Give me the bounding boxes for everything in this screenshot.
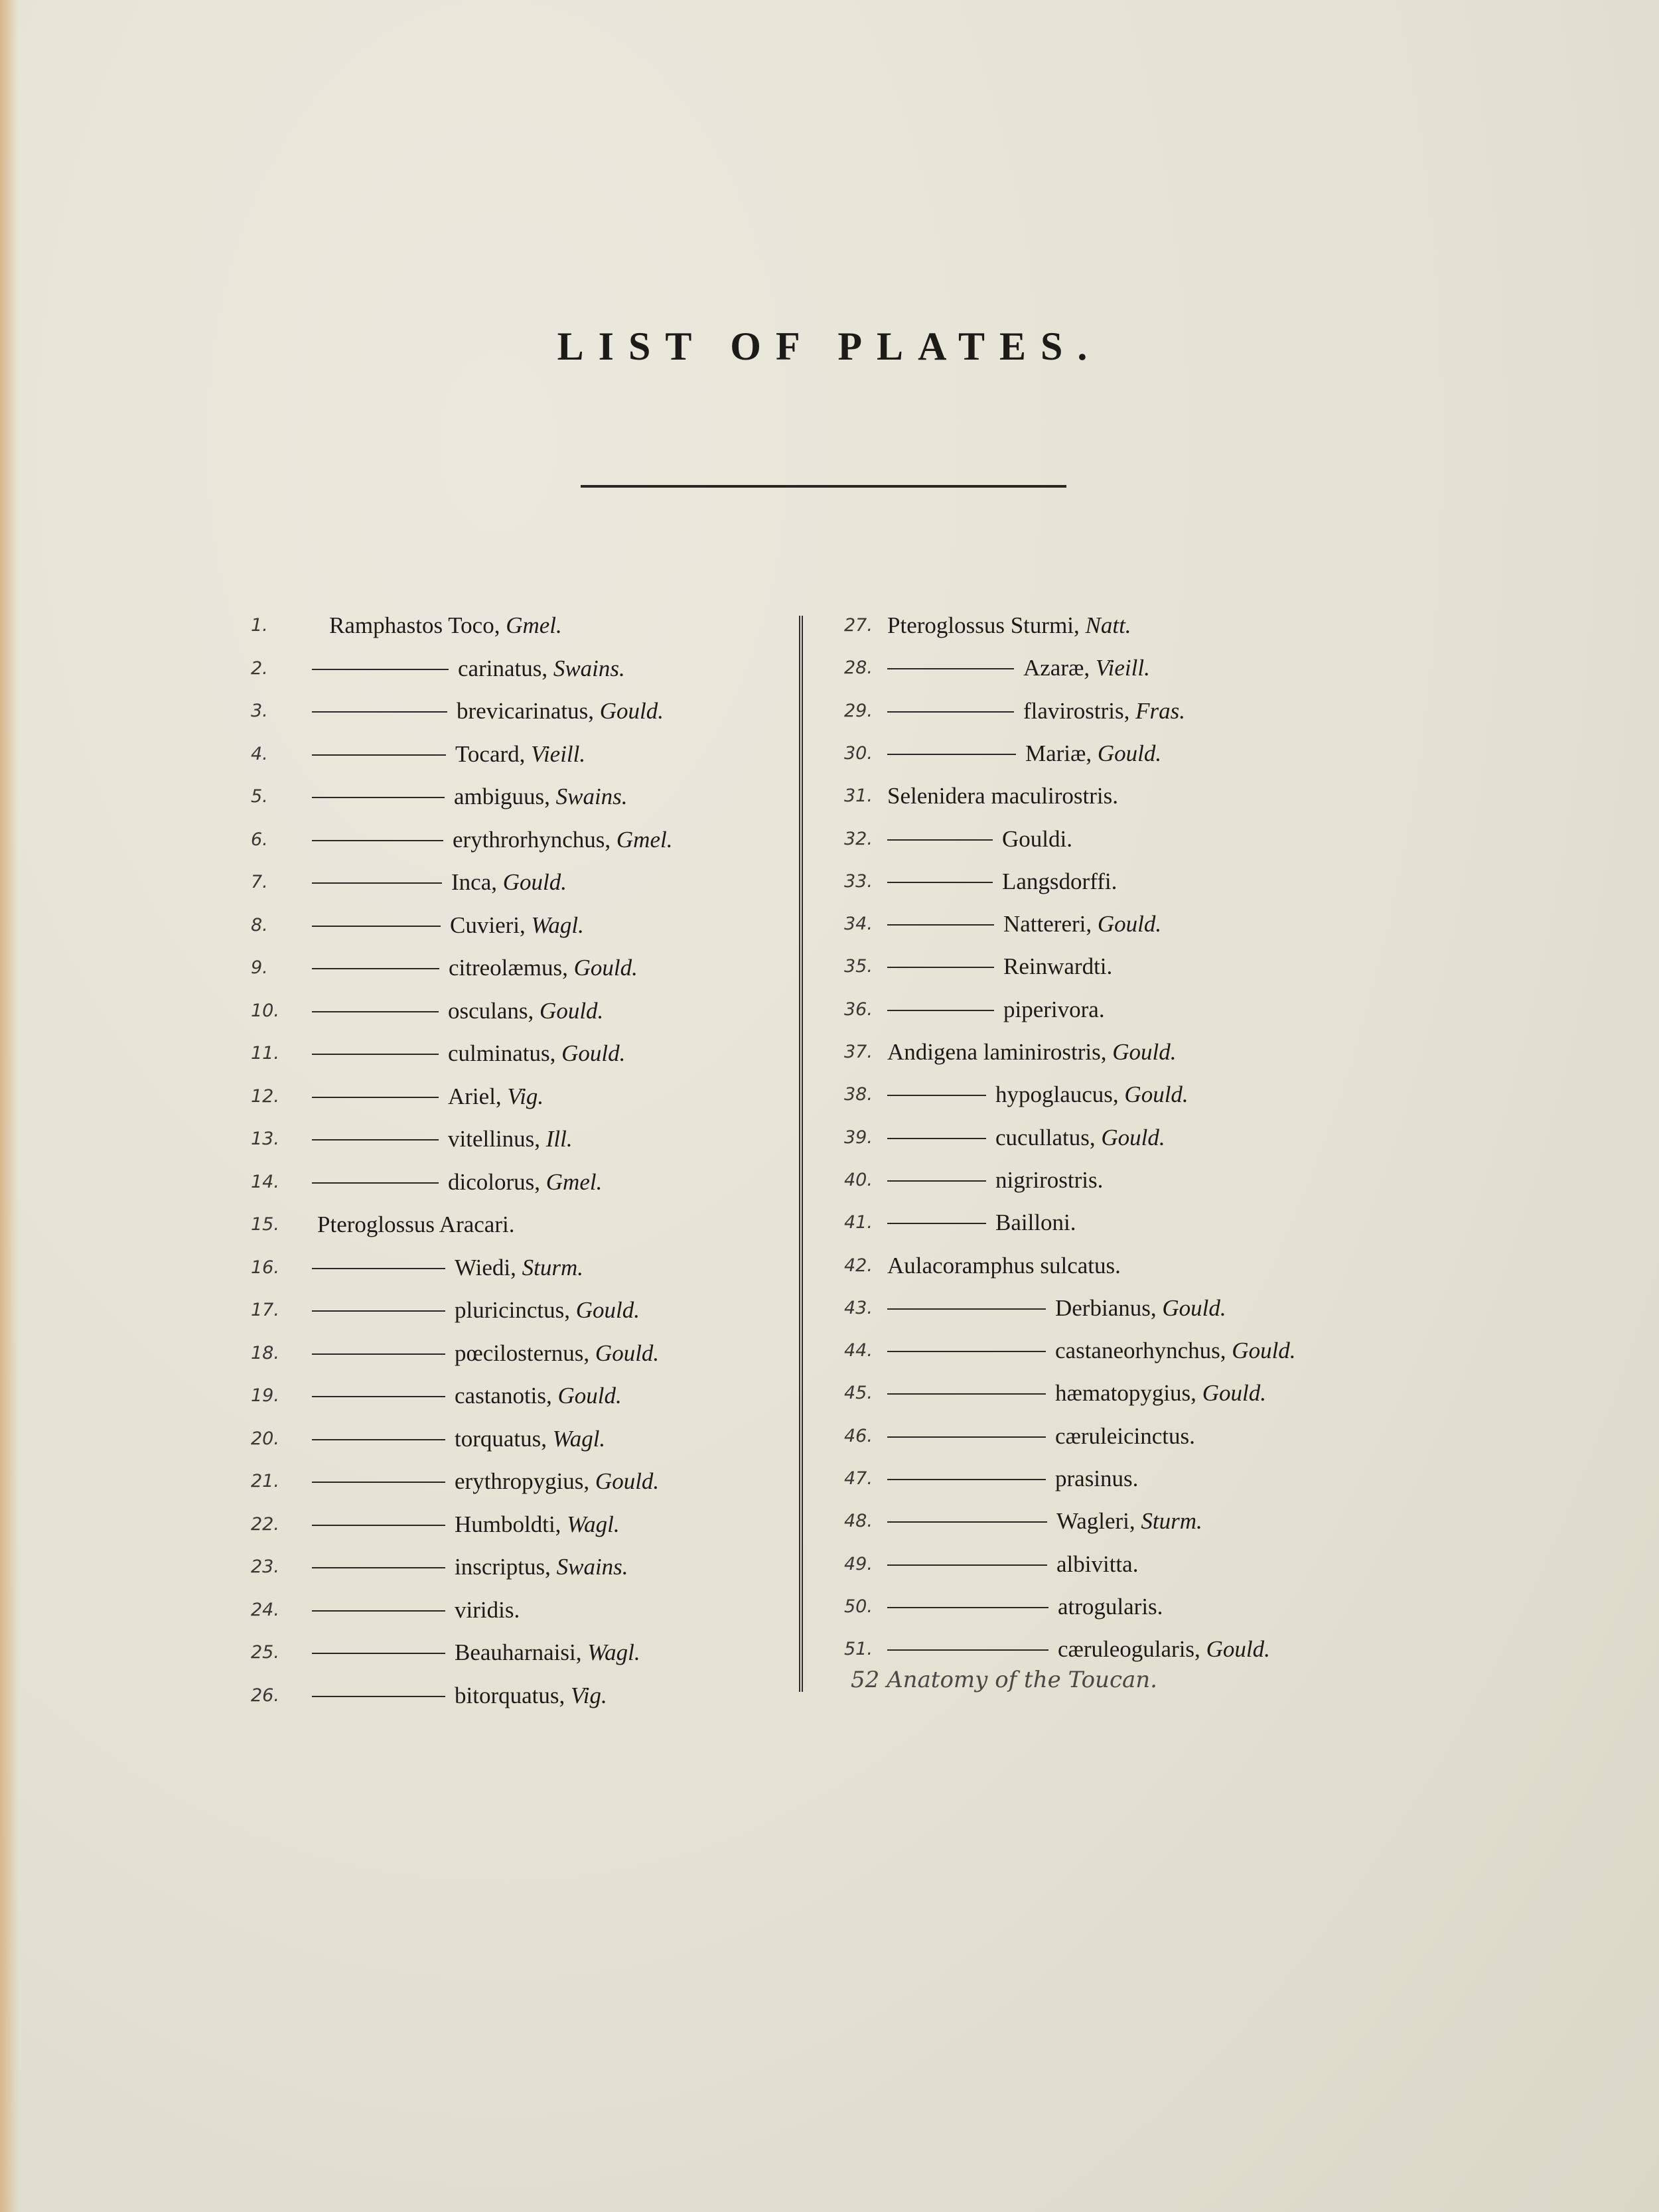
plate-name: [887, 1034, 1177, 1070]
species-name: Ariel,: [448, 1083, 502, 1109]
author-name: Gould.: [1202, 1380, 1266, 1406]
plate-name: [312, 864, 567, 900]
species-name: Nattereri,: [1003, 911, 1092, 937]
ditto-dash: [312, 1097, 439, 1098]
species-name: torquatus,: [455, 1426, 547, 1452]
species-name: ambiguus,: [454, 784, 550, 809]
plate-number: 25.: [251, 1642, 279, 1663]
plate-name: [312, 993, 603, 1029]
plate-name: [887, 1077, 1189, 1113]
ditto-dash: [887, 754, 1016, 755]
plate-number: 11.: [251, 1043, 279, 1064]
plate-number: 51.: [844, 1639, 873, 1659]
genus-name: Pteroglossus: [887, 612, 1005, 638]
ditto-dash: [887, 1479, 1046, 1480]
plate-number: 40.: [844, 1170, 873, 1190]
column-divider: [799, 616, 803, 1692]
ditto-dash: [312, 968, 439, 969]
ditto-dash: [312, 711, 447, 713]
plate-name: [312, 1250, 583, 1286]
ditto-dash: [887, 1436, 1046, 1438]
species-name: Toco,: [448, 612, 500, 638]
author-name: Gmel.: [616, 827, 673, 853]
species-name: cæruleicinctus.: [1055, 1423, 1195, 1449]
species-name: Sturmi,: [1010, 612, 1080, 638]
ditto-dash: [887, 1393, 1046, 1395]
author-name: Gmel.: [506, 612, 562, 638]
plate-number: 49.: [844, 1554, 873, 1574]
plate-name: [312, 1507, 620, 1543]
plate-number: 21.: [251, 1471, 279, 1491]
plate-number: 10.: [251, 1001, 279, 1021]
genus-name: Aulacoramphus: [887, 1253, 1035, 1279]
author-name: Wagl.: [587, 1639, 640, 1665]
species-name: vitellinus,: [448, 1126, 541, 1152]
genus-name: Ramphastos: [329, 612, 443, 638]
species-name: citreolæmus,: [449, 955, 568, 981]
author-name: Swains.: [555, 784, 628, 809]
plate-number: 50.: [844, 1596, 873, 1617]
plate-name: [887, 608, 1131, 644]
plate-name: [312, 1549, 628, 1585]
species-name: brevicarinatus,: [457, 698, 594, 724]
plate-name: [312, 1036, 625, 1071]
species-name: Gouldi.: [1002, 826, 1072, 852]
author-name: Natt.: [1085, 612, 1131, 638]
species-name: Beauharnaisi,: [455, 1639, 582, 1665]
author-name: Gould.: [1101, 1125, 1165, 1150]
plate-name: [887, 949, 1112, 985]
plate-name: [887, 1375, 1266, 1411]
ditto-dash: [887, 882, 993, 883]
plate-number: 44.: [844, 1340, 873, 1361]
plate-number: 31.: [844, 786, 873, 806]
plate-number: 7.: [251, 872, 268, 892]
species-name: Azaræ,: [1023, 655, 1090, 681]
plate-name: [887, 650, 1150, 686]
plate-number: 29.: [844, 701, 873, 721]
author-name: Gould.: [1097, 740, 1162, 766]
ditto-dash: [887, 1607, 1048, 1608]
plate-number: 12.: [251, 1086, 279, 1107]
plate-name: [312, 1336, 659, 1371]
plate-number: 22.: [251, 1514, 279, 1535]
ditto-dash: [312, 1482, 445, 1483]
author-name: Fras.: [1135, 698, 1186, 724]
ditto-dash: [887, 668, 1014, 669]
author-name: Vig.: [507, 1083, 544, 1109]
author-name: Gould.: [561, 1040, 626, 1066]
plate-number: 6.: [251, 829, 268, 850]
plate-name: [887, 1120, 1165, 1156]
ditto-dash: [312, 1139, 439, 1141]
ditto-dash: [887, 967, 994, 968]
author-name: Wagl.: [552, 1426, 606, 1452]
plate-number: 37.: [844, 1042, 873, 1062]
author-name: Swains.: [556, 1554, 628, 1580]
plate-number: 32.: [844, 829, 873, 849]
plate-name: [317, 1207, 514, 1243]
ditto-dash: [887, 1351, 1046, 1352]
plate-number: 39.: [844, 1127, 873, 1148]
genus-name: Pteroglossus: [317, 1211, 435, 1237]
plate-name: [312, 1464, 659, 1499]
plate-name: [887, 1290, 1226, 1326]
plate-name: [887, 693, 1185, 729]
plate-number: 35.: [844, 956, 873, 977]
species-name: prasinus.: [1055, 1466, 1139, 1491]
plate-number: 26.: [251, 1685, 279, 1706]
species-name: pœcilosternus,: [455, 1340, 590, 1366]
ditto-dash: [312, 1567, 445, 1568]
plate-number: 46.: [844, 1426, 873, 1446]
plate-name: [312, 1292, 640, 1328]
plate-name: [312, 908, 584, 943]
plate-name: [887, 1503, 1202, 1539]
plate-number: 42.: [844, 1255, 873, 1276]
plate-name: [312, 736, 585, 772]
author-name: Vig.: [570, 1683, 607, 1708]
author-name: Gould.: [599, 698, 664, 724]
species-name: bitorquatus,: [455, 1683, 565, 1708]
handwritten-entry: [851, 1662, 1157, 1698]
ditto-dash: [312, 1653, 445, 1654]
plate-number: 27.: [844, 615, 873, 636]
plate-number: 15.: [251, 1214, 279, 1235]
plate-name: [887, 1205, 1076, 1241]
plate-number: 8.: [251, 915, 268, 935]
plate-name: [887, 1333, 1296, 1369]
species-name: Reinwardti.: [1003, 953, 1113, 979]
plate-name: [887, 821, 1072, 857]
species-name: Humboldti,: [455, 1511, 561, 1537]
species-name: albivitta.: [1056, 1551, 1139, 1577]
ditto-dash: [312, 754, 446, 756]
plate-number: 16.: [251, 1257, 279, 1278]
plate-name: [312, 1592, 520, 1628]
ditto-dash: [887, 1138, 986, 1139]
plate-number: 48.: [844, 1511, 873, 1531]
species-name: Bailloni.: [995, 1210, 1076, 1235]
ditto-dash: [312, 1439, 445, 1440]
author-name: Gmel.: [545, 1169, 603, 1195]
species-name: Wiedi,: [455, 1255, 516, 1280]
ditto-dash: [312, 840, 443, 841]
species-name: Mariæ,: [1025, 740, 1092, 766]
plate-name: [887, 864, 1117, 900]
species-name: Aracari.: [439, 1211, 515, 1237]
plate-name: [312, 822, 672, 858]
genus-name: Selenidera: [887, 783, 985, 809]
plate-name: [312, 1421, 605, 1457]
plate-name: [329, 608, 562, 644]
ditto-dash: [312, 1011, 439, 1012]
author-name: Gould.: [1162, 1295, 1226, 1321]
plate-number: 28.: [844, 657, 873, 678]
plate-name: [312, 1164, 602, 1200]
plate-number: 14.: [251, 1172, 279, 1192]
species-name: flavirostris,: [1023, 698, 1130, 724]
author-name: Gould.: [557, 1383, 622, 1409]
plate-name: [312, 651, 625, 687]
plate-number: 13.: [251, 1129, 279, 1149]
ditto-dash: [312, 797, 445, 798]
plate-number: 30.: [844, 743, 873, 764]
plate-number: 36.: [844, 999, 873, 1020]
author-name: Gould.: [1112, 1039, 1177, 1065]
plate-number: 33.: [844, 871, 873, 892]
species-name: dicolorus,: [448, 1169, 541, 1195]
species-name: Inca,: [451, 869, 497, 895]
species-name: erythrorhynchus,: [453, 827, 611, 853]
ditto-dash: [887, 1564, 1047, 1566]
ditto-dash: [887, 1010, 994, 1011]
plate-number: 38.: [844, 1084, 873, 1105]
plate-number: 24.: [251, 1600, 279, 1620]
author-name: Sturm.: [522, 1255, 583, 1280]
ditto-dash: [312, 669, 449, 670]
plate-name: [887, 1418, 1195, 1454]
author-name: Gould.: [575, 1297, 640, 1323]
ditto-dash: [312, 1182, 439, 1184]
species-name: hæmatopygius,: [1055, 1380, 1196, 1406]
plate-number: 23.: [251, 1556, 279, 1577]
author-name: Sturm.: [1141, 1508, 1202, 1534]
title-rule: [581, 485, 1066, 488]
author-name: Vieill.: [1095, 655, 1150, 681]
author-name: Swains.: [553, 656, 625, 681]
plate-number: 43.: [844, 1298, 873, 1318]
ditto-dash: [887, 1180, 986, 1182]
plate-number: 41.: [844, 1212, 873, 1233]
ditto-dash: [312, 1525, 445, 1526]
plate-name: [312, 1378, 622, 1414]
plate-number: 5.: [251, 786, 268, 807]
plate-number: 20.: [251, 1428, 279, 1449]
plate-name: [887, 1589, 1163, 1625]
plate-name: [887, 1162, 1103, 1198]
author-name: Gould.: [595, 1468, 660, 1494]
ditto-dash: [887, 711, 1014, 713]
species-name: cæruleogularis,: [1058, 1636, 1200, 1662]
species-name: carinatus,: [458, 656, 548, 681]
author-name: Gould.: [1232, 1338, 1296, 1363]
ditto-dash: [312, 1054, 439, 1055]
species-name: culminatus,: [448, 1040, 556, 1066]
species-name: castanotis,: [455, 1383, 552, 1409]
plate-name: [312, 1678, 607, 1714]
ditto-dash: [312, 1610, 445, 1612]
plate-number: 18.: [251, 1343, 279, 1363]
ditto-dash: [887, 1521, 1047, 1523]
species-name: viridis.: [455, 1597, 520, 1623]
ditto-dash: [312, 926, 441, 927]
plate-number: 4.: [251, 744, 268, 764]
author-name: Gould.: [540, 998, 604, 1024]
author-name: Gould.: [1097, 911, 1162, 937]
ditto-dash: [887, 1308, 1046, 1310]
plate-number: 47.: [844, 1468, 873, 1489]
plate-number: 19.: [251, 1385, 279, 1406]
author-name: Gould.: [1206, 1636, 1270, 1662]
ditto-dash: [312, 1268, 445, 1269]
plate-number: 9.: [251, 957, 268, 978]
species-name: Tocard,: [455, 741, 526, 767]
species-name: Wagleri,: [1056, 1508, 1135, 1534]
handwritten-text: Anatomy of the Toucan.: [887, 1667, 1157, 1693]
author-name: Wagl.: [567, 1511, 620, 1537]
plate-name: [887, 1248, 1121, 1284]
species-name: castaneorhynchus,: [1055, 1338, 1226, 1363]
species-name: piperivora.: [1003, 997, 1105, 1022]
ditto-dash: [887, 924, 994, 926]
author-name: Ill.: [545, 1126, 573, 1152]
species-name: erythropygius,: [455, 1468, 590, 1494]
plate-name: [312, 1635, 640, 1671]
plate-number: 45.: [844, 1383, 873, 1403]
plate-number: 34.: [844, 914, 873, 934]
genus-name: Andigena: [887, 1039, 978, 1065]
species-name: osculans,: [448, 998, 534, 1024]
ditto-dash: [312, 882, 442, 884]
species-name: atrogularis.: [1058, 1594, 1163, 1620]
species-name: Langsdorffi.: [1002, 868, 1118, 894]
species-name: sulcatus.: [1040, 1253, 1121, 1279]
plate-name: [887, 906, 1161, 942]
plate-name: [887, 778, 1118, 814]
plate-number: 2.: [251, 658, 268, 679]
species-name: cucullatus,: [995, 1125, 1096, 1150]
ditto-dash: [312, 1396, 445, 1397]
ditto-dash: [887, 1649, 1048, 1651]
plate-number: 17.: [251, 1300, 279, 1320]
species-name: Cuvieri,: [450, 912, 526, 938]
species-name: laminirostris,: [983, 1039, 1107, 1065]
plate-name: [312, 779, 628, 815]
ditto-dash: [312, 1353, 445, 1355]
ditto-dash: [887, 839, 993, 841]
ditto-dash: [312, 1310, 445, 1312]
plate-name: [887, 736, 1161, 772]
plate-name: [312, 1079, 543, 1115]
plate-name: [312, 693, 664, 729]
species-name: inscriptus,: [455, 1554, 551, 1580]
plate-number: 3.: [251, 701, 268, 721]
author-name: Gould.: [595, 1340, 660, 1366]
author-name: Gould.: [502, 869, 567, 895]
author-name: Gould.: [1124, 1081, 1189, 1107]
plate-name: [887, 1547, 1138, 1582]
ditto-dash: [312, 1696, 445, 1697]
species-name: pluricinctus,: [455, 1297, 570, 1323]
author-name: Vieill.: [531, 741, 586, 767]
plate-number: 1.: [251, 615, 268, 636]
handwritten-number: 52: [851, 1667, 880, 1693]
species-name: hypoglaucus,: [995, 1081, 1119, 1107]
page-title: LIST OF PLATES.: [557, 324, 1102, 368]
species-name: Derbianus,: [1055, 1295, 1157, 1321]
ditto-dash: [887, 1223, 986, 1224]
species-name: nigrirostris.: [995, 1167, 1104, 1193]
plate-name: [312, 950, 638, 986]
plate-name: [887, 1461, 1138, 1497]
species-name: maculirostris.: [991, 783, 1118, 809]
plate-name: [887, 992, 1105, 1028]
ditto-dash: [887, 1095, 986, 1096]
author-name: Wagl.: [531, 912, 584, 938]
author-name: Gould.: [573, 955, 638, 981]
plate-name: [312, 1121, 573, 1157]
